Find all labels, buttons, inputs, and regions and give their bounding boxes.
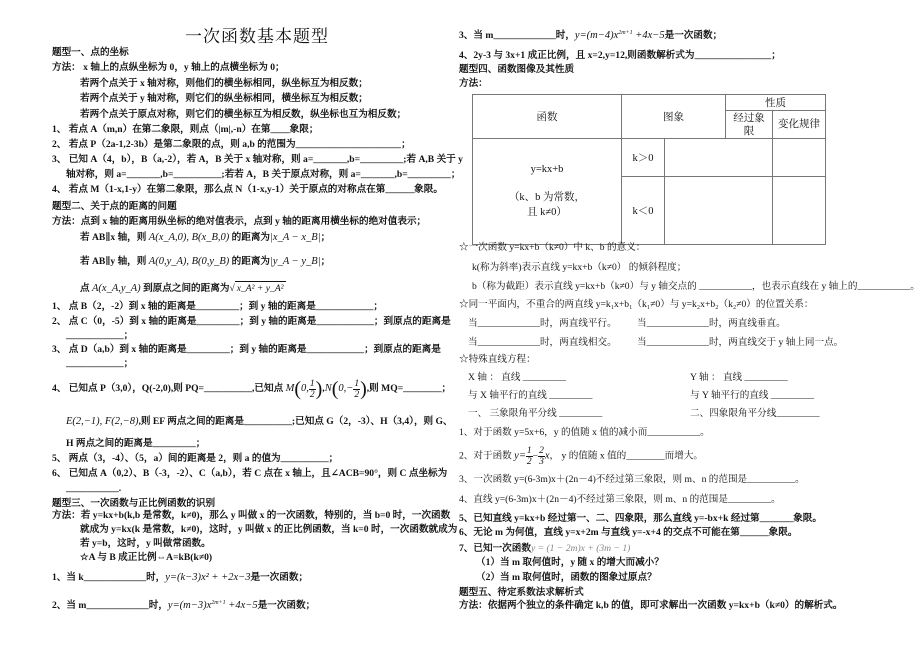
question-text: 3、当 m_____________时，	[459, 30, 575, 42]
question	[459, 26, 722, 43]
formula: +4x−5	[225, 600, 258, 612]
formula: A(x_A,y_A)	[92, 283, 141, 294]
special-line: X 轴 ： 直线 _________	[468, 372, 567, 383]
graph-cell-blank	[665, 139, 773, 177]
section-4-heading: 题型四、函数图像及其性质	[459, 64, 575, 75]
function-cell	[473, 139, 622, 245]
header-change-rule: 变化规律	[773, 111, 826, 139]
exponent: 2m+1	[618, 30, 633, 36]
question: ____________；	[66, 330, 134, 341]
formula: N	[324, 383, 332, 395]
question-text: 是一次函数；	[250, 572, 309, 583]
row-k-negative: k＜0	[622, 177, 665, 245]
formula: y=(m−3)x	[167, 600, 212, 612]
formula-label: 到原点之间的距离为	[140, 283, 230, 294]
kb-meaning-text: k(称为斜率)表示直线 y=kx+b（k≠0） 的倾斜程度；	[472, 262, 687, 273]
question: 轴对称，则 a=_______,b=__________;若若 A，B 关于原点对称，则 a=_______,b=_________；	[66, 169, 461, 180]
sqrt-formula: x_A² + y_A²	[236, 283, 284, 294]
question-text: 4、 已知点 P（3,0），Q(-2,0),则 PQ=__________,已知点	[52, 383, 286, 395]
formula: A(x_A,0), B(x_B,0)	[148, 232, 230, 243]
method-text: 若两个点关于 y 轴对称，则它们的纵坐标相同，横坐标互为相反数；	[80, 93, 368, 104]
question: 3、 点 D（a,b）到 x 轴的距离是_________；到 y 轴的距离是____________；到原点的距离是	[52, 344, 441, 355]
relation-item: 当_____________时，两直线交于 y 轴上同一点。	[637, 337, 844, 348]
question-text: 7、已知一次函数	[459, 543, 531, 554]
method-text: 方法：若 y=kx+b(k,b 是常数，k≠0)，那么 y 叫做 x 的一次函数，特别的，当 b=0 时，一次函数	[52, 510, 451, 521]
question: 3、 已知 A（4，b），B（a,-2），若 A，B 关于 x 轴对称，则 a=_______,b=_________;若 A,B 关于 y	[52, 154, 463, 165]
formula-label: 点	[80, 283, 92, 294]
formula: y=	[514, 450, 526, 462]
header-quadrants: 经过象限	[726, 111, 773, 139]
method-text: 若两个点关于原点对称，则它们的横坐标互为相反数，纵坐标也互为相反数；	[80, 109, 407, 120]
formula-line: 若 AB∥x 轴，则 A(x_A,0), B(x_B,0) 的距离为|x_A − x_B|；	[80, 232, 331, 243]
formula-label: 的距离为	[229, 256, 271, 267]
row-k-positive: k＞0	[622, 139, 665, 177]
relation-heading: ☆同一平面内，不重合的两直线 y=k₁x+b₁（k₁≠0）与 y=k₂x+b₂（k₂≠0）的位置关系：	[459, 299, 814, 310]
question: 1、 若点 A（m,n）在第二象限，则点（|m|,-n）在第____象限；	[52, 124, 319, 135]
page-title: 一次函数基本题型	[185, 27, 329, 46]
formula: y=(k−3)x² + +2x−3	[165, 572, 251, 583]
question: H 两点之间的距离是_________；	[66, 438, 206, 449]
question: 1、 点 B（2，-2）到 x 轴的距离是_________；到 y 轴的距离是____________；	[52, 301, 383, 312]
special-line: 与 Y 轴平行的直线 _________	[690, 390, 815, 401]
formula: 0,−	[338, 383, 354, 395]
formula-line: 若 AB∥y 轴，则 A(0,y_A), B(0,y_B) 的距离为|y_A − y_B|；	[80, 256, 331, 267]
method-text: 方法：依据两个独立的条件确定 k,b 的值，即可求解出一次函数 y=kx+b（k≠0）的解析式。	[459, 600, 843, 611]
kb-meaning-heading: ☆一次函数 y=kx+b（k≠0）中 k、b 的意义：	[459, 242, 646, 253]
question-text: ,则 MQ=________；	[366, 383, 452, 395]
special-lines-heading: ☆特殊直线方程：	[459, 354, 536, 365]
special-line: Y 轴 ： 直线 _________	[690, 372, 788, 383]
header-function: 函数	[473, 95, 622, 139]
method-text: 就成为 y=kx(k 是常数，k≠0)，这时，y 叫做 x 的正比例函数，当 k=0 时，一次函数就成为	[80, 524, 458, 535]
fraction: $\frac{1}{2}$	[309, 378, 315, 400]
question: 1、对于函数 y=5x+6，y 的值随 x 值的减小而___________。	[459, 427, 710, 438]
special-line: 二、四象限角平分线_________	[690, 408, 820, 419]
kb-meaning-text: b（称为截距）表示直线 y=kx+b（k≠0）与 y 轴交点的 ___________，也表示直线在 y 轴上的___________。	[472, 281, 920, 292]
sub-question: （1）当 m 取何值时，y 随 x 的增大而减小？	[476, 557, 664, 568]
formula: |x_A − x_B|	[270, 232, 321, 243]
method-text: ☆A 与 B 成正比例⇔A=kB(k≠0)	[80, 552, 213, 563]
question: 2、 点 C（0，-5）到 x 轴的距离是_________；到 y 轴的距离是____________；到原点的距离是	[52, 316, 451, 327]
question: 5、已知直线 y=kx+b 经过第一、二、四象限，那么直线 y=-bx+k 经过第_______象限。	[459, 513, 822, 524]
relation-item: 当_____________时，两直线平行。	[468, 318, 617, 329]
question	[66, 415, 453, 429]
question: 2、对于函数 y= $\frac{1}{2}$ − $\frac{2}{3}$ x， y 的值随 x 值的________而增大。	[459, 446, 704, 467]
formula: |y_A − y_B|	[270, 256, 321, 267]
question-text: ， y 的值随 x 值的________而增大。	[549, 450, 704, 462]
question: ____________；	[66, 358, 134, 369]
question	[52, 596, 315, 613]
exponent: 2m+1	[211, 600, 226, 606]
method-text: 若 y=b，这时，y 叫做常函数。	[80, 538, 211, 549]
function-expression: y=kx+b	[530, 164, 564, 175]
question: 4、 已知点 P（3,0），Q(-2,0),则 PQ=__________,已知点 M(0, $\frac{1}{2}$ ),N(0,− $\frac{1}{2}$ ),则 MQ=________；	[52, 378, 452, 400]
question-text: 1、当 k_____________时，	[52, 572, 166, 583]
question: 2、 若点 P（2a-1,2-3b）是第二象限的点，则 a,b 的范围为______________________；	[52, 139, 411, 150]
function-condition: （k、b 为常数，	[508, 192, 586, 203]
question: 4、直线 y=(6-3m)x＋(2n－4)不经过第三象限，则 m、n 的范围是_________。	[459, 494, 781, 505]
method-text: 若两个点关于 x 轴对称，则他们的横坐标相同，纵坐标互为相反数；	[80, 78, 368, 89]
section-2-heading: 题型二、关于点的距离的问题	[52, 201, 177, 212]
formula: 0,	[301, 383, 309, 395]
special-line: 与 X 轴平行的直线 _________	[468, 390, 593, 401]
method-label: 方法：	[459, 78, 488, 89]
fraction: $\frac{1}{2}$	[354, 378, 360, 400]
formula-line: 点 A(x_A,y_A) 到原点之间的距离为√ x_A² + y_A²	[80, 283, 284, 294]
question-text: 是一次函数；	[664, 30, 723, 42]
formula-label: 的距离为	[229, 232, 271, 243]
method-text: 方法：点到 x 轴的距离用纵坐标的绝对值表示，点到 y 轴的距离用横坐标的绝对值表示；	[52, 216, 427, 227]
question-text: ,则 EF 两点之间的距离是__________;已知点 G（2，-3）、H（3,4），则 G、	[138, 416, 453, 427]
question: 3、一次函数 y=(6-3m)x＋(2n－4)不经过第三象限，则 m、n 的范围是__________。	[459, 474, 805, 485]
question-text: 2、对于函数	[459, 450, 515, 462]
question-text: 2、当 m_____________时，	[52, 600, 168, 612]
relation-item: 当_____________时，两直线相交。	[468, 337, 617, 348]
change-cell-blank	[773, 177, 826, 245]
formula-label: 若 AB∥x 轴，则	[80, 232, 149, 243]
function-properties-table	[472, 94, 826, 245]
fraction: $\frac{2}{3}$	[539, 446, 544, 467]
section-5-heading: 题型五、待定系数法求解析式	[459, 587, 584, 598]
question	[52, 571, 308, 585]
formula: E(2,−1), F(2,−8)	[66, 416, 139, 427]
question: 4、2y-3 与 3x+1 成正比例，且 x=2,y=12,则函数解析式为________________；	[459, 50, 781, 61]
relation-item: 当_____________时，两直线垂直。	[637, 318, 786, 329]
formula: M	[285, 383, 295, 395]
formula: y=(m−4)x	[574, 30, 619, 42]
section-1-heading: 题型一、点的坐标	[52, 47, 129, 58]
question: 6、无论 m 为何值，直线 y=x+2m 与直线 y=-x+4 的交点不可能在第______象限。	[459, 527, 798, 538]
header-graph: 图象	[622, 95, 726, 139]
question: ___________.	[66, 483, 122, 494]
question: 6、 已知点 A（0,2）、B（-3，-2）、C（a,b），若 C 点在 x 轴上，且∠ACB=90°，则 C 点坐标为	[52, 468, 448, 479]
section-3-heading: 题型三、一次函数与正比例函数的识别	[52, 498, 216, 509]
formula: x	[544, 450, 550, 462]
special-line: 一、 三象限角平分线 _________	[468, 408, 603, 419]
fraction: $\frac{1}{2}$	[526, 446, 532, 467]
sub-question: （2）当 m 取何值时，函数的图象过原点？	[476, 572, 657, 583]
formula: y = (1 − 2m)x + (3m − 1)	[530, 543, 631, 554]
change-cell-blank	[773, 139, 826, 177]
method-text: 方法： x 轴上的点纵坐标为 0，y 轴上的点横坐标为 0；	[52, 62, 285, 73]
question	[459, 542, 630, 556]
question-text: 是一次函数；	[257, 600, 316, 612]
formula: A(0,y_A), B(0,y_B)	[148, 256, 230, 267]
formula-label: 若 AB∥y 轴，则	[80, 256, 149, 267]
graph-cell-blank	[665, 177, 773, 245]
function-condition: 且 k≠0）	[527, 207, 567, 218]
header-properties: 性质	[726, 95, 826, 111]
question: 5、 两点（3，-4）、（5，a）间的距离是 2，则 a 的值为__________；	[52, 453, 339, 464]
question: 4、 若点 M（1-x,1-y）在第二象限，那么点 N（1-x,y-1）关于原点的对称点在第______象限。	[52, 184, 443, 195]
formula: +4x−5	[632, 30, 665, 42]
